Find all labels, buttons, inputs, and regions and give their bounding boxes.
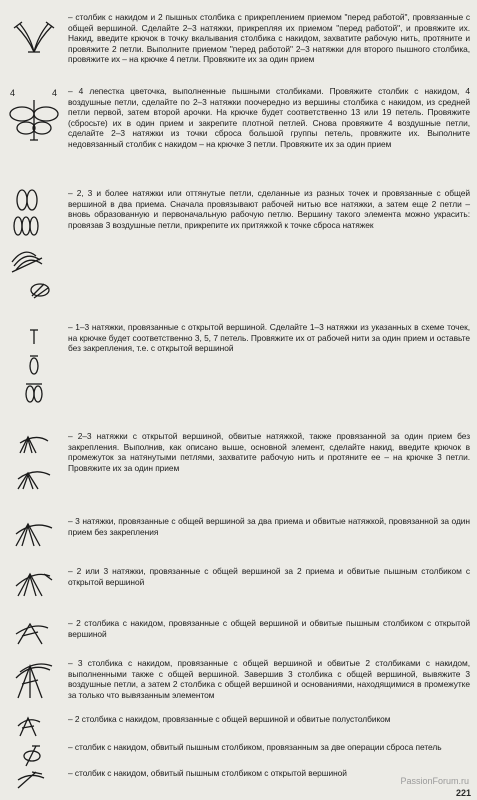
- entry-11-text: – столбик с накидом, обвитый пышным столбиком, провязанным за две операции сброса петель: [68, 742, 442, 752]
- entry-12-text: – столбик с накидом, обвитый пышным столбиком с открытой вершиной: [68, 768, 347, 778]
- entry-4-text: – 1–3 натяжки, провязанные с открытой вершиной. Сделайте 1–3 натяжки из указанных в схеме точек, на крючке будет соответственно 3, 5, 7 петель. Провяжите их от рабочей нити за один прием и оставьте без закрепления, т.е. с открытой вершиной: [68, 322, 470, 354]
- entry-3-text: – 2, 3 и более натяжки или оттянутые петли, сделанные из разных точек и провязанные с общей вершиной в два приема. Сначала провязывают рабочей нитью все натяжки, а затем еще 2 петли – вновь образованную и первоначальную рабочую петлю. Вершину такого элемента можно украсить: провязав 3 воздушные петли, прикрепите их притяжкой к точке сброса натяжек: [68, 188, 470, 230]
- symbol-6-icon: [6, 516, 62, 550]
- entry-5-text: – 2–3 натяжки с открытой вершиной, обвитые натяжкой, также провязанной за один прием без закрепления. Выполнив, как описано выше, основной элемент, сделайте накид, введите крючок в промежуток за натянутыми петлями, захватите рабочую нить и протяните ее – на крючке 3 петли. Провяжите их за один прием: [68, 431, 470, 473]
- symbol-7-icon: [6, 566, 62, 600]
- entry-1-text: – столбик с накидом и 2 пышных столбика с прикреплением приемом "перед работой", провязанные с общей вершиной. Сделайте 2–3 натяжки, прикрепляя их приемом "перед работой", и провяжите их. Накид, введите крючок в точку вкалывания столбика с накидом, захватите рабочую нить, протяните и провяжите 2 петли. Выполните приемом "перед работой" 2–3 натяжки для второго пышного столбика, провяжите их – на крючке 4 петли. Провяжите их за один прием: [68, 12, 470, 65]
- watermark: PassionForum.ru: [400, 776, 469, 786]
- entry-7-text: – 2 или 3 натяжки, провязанные с общей вершиной за 2 приема и обвитые пышным столбиком с открытой вершиной: [68, 566, 470, 587]
- symbol-5-icon: [6, 431, 62, 499]
- symbol-11-icon: [6, 742, 62, 768]
- symbol-1-icon: [6, 18, 62, 60]
- entry-6-text: – 3 натяжки, провязанные с общей вершиной за два приема и обвитые натяжкой, провязанной за один прием без закрепления: [68, 516, 470, 537]
- symbol-8-icon: [6, 618, 62, 648]
- symbol-2-flower-icon: [6, 86, 62, 146]
- symbol-12-icon: [6, 768, 62, 790]
- entry-2-text: – 4 лепестка цветочка, выполненные пышными столбиками. Провяжите столбик с накидом, 4 воздушные петли, сделайте по 2–3 натяжки поочередно из вершины столбика с накидом, из средней петли первой, затем второй арочки. На крючке будет соответственно 13 или 19 петель. Провяжите (сбросьте) их в один прием и закрепите плотной петлей. Снова провяжите 4 воздушные петли, сделайте 2–3 натяжки из точки сброса большой группы петель, провяжите их. Выполните недовязанный столбик с накидом – на крючке 3 петли. Провяжите их за один прием: [68, 86, 470, 149]
- symbol-2-label-right: 4: [52, 88, 58, 98]
- page-number: 221: [455, 788, 471, 798]
- symbol-4-icon: [6, 326, 62, 408]
- entry-10-text: – 2 столбика с накидом, провязанные с общей вершиной и обвитые полустолбиком: [68, 714, 391, 724]
- symbol-9-icon: [6, 658, 62, 704]
- entry-9-text: – 3 столбика с накидом, провязанные с общей вершиной и обвитые 2 столбиками с накидом, выполненными также с общей вершиной. Завершив 3 столбика с общей вершиной, вывяжите 3 воздушные петли, а затем 2 столбика с общей вершиной и основаниями, находящимися в промежутке за только что вывязанным элементом: [68, 658, 470, 700]
- symbol-2-label-left: 4: [10, 88, 16, 98]
- entry-8-text: – 2 столбика с накидом, провязанные с общей вершиной и обвитые пышным столбиком с открытой вершиной: [68, 618, 470, 639]
- symbol-10-icon: [6, 714, 62, 738]
- symbol-3-icon: [6, 188, 62, 306]
